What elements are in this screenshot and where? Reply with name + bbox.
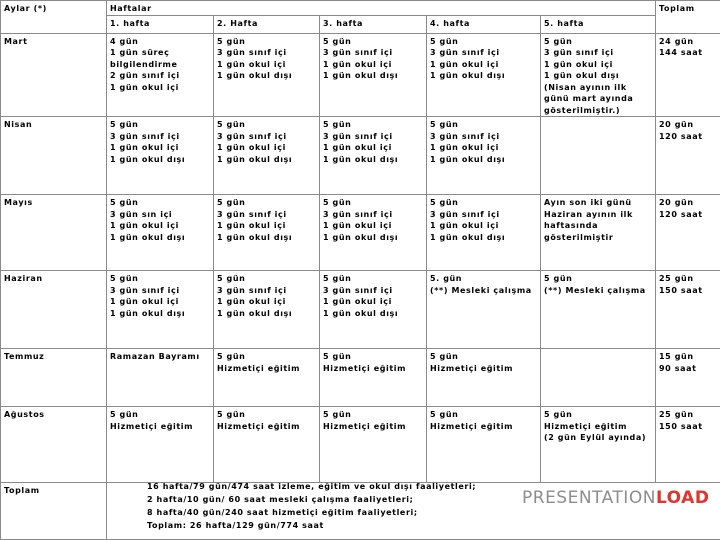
week-cell: 5 gün Hizmetiçi eğitim [427, 349, 541, 407]
week-cell: 4 gün 1 gün süreç bilgilendirme 2 gün sınıf içi 1 gün okul içi [107, 33, 214, 117]
table-row [1, 407, 720, 483]
total-cell: 20 gün 120 saat [656, 195, 720, 271]
weeks-group-header: Haftalar [107, 1, 656, 16]
week-cell: 5 gün 3 gün sınıf içi 1 gün okul içi 1 gün okul dışı [107, 271, 214, 349]
total-column-header: Toplam [656, 1, 720, 34]
week-cell: 5 gün 3 gün sınıf içi 1 gün okul içi 1 gün okul dışı [320, 271, 427, 349]
logo-load-text: LOAD [655, 488, 710, 508]
logo-presentation-text: PRESENTATION [522, 488, 656, 508]
table-row [1, 33, 720, 117]
week-cell: 5 gün (**) Mesleki çalışma [541, 271, 656, 349]
table-row [1, 349, 720, 407]
total-cell: 15 gün 90 saat [656, 349, 720, 407]
week-cell: 5 gün Hizmetiçi eğitim (2 gün Eylül ayında) [541, 407, 656, 483]
month-cell: Mart [1, 33, 107, 117]
summary-line: 8 hafta/40 gün/240 saat hizmetiçi eğitim faaliyetleri; [147, 508, 418, 517]
presentation-load-logo [522, 488, 709, 508]
table-row [1, 195, 720, 271]
week-cell [541, 349, 656, 407]
week-cell: 5 gün 3 gün sınıf içi 1 gün okul içi 1 gün okul dışı [320, 33, 427, 117]
week-header-4: 4. hafta [427, 15, 541, 33]
week-cell: 5. gün (**) Mesleki çalışma [427, 271, 541, 349]
week-cell: 5 gün Hizmetiçi eğitim [320, 349, 427, 407]
month-cell: Ağustos [1, 407, 107, 483]
week-header-5: 5. hafta [541, 15, 656, 33]
week-cell: 5 gün 3 gün sınıf içi 1 gün okul içi 1 gün okul dışı [214, 33, 320, 117]
week-cell: 5 gün 3 gün sınıf içi 1 gün okul içi 1 gün okul dışı [427, 117, 541, 195]
week-cell: 5 gün 3 gün sınıf içi 1 gün okul içi 1 gün okul dışı [427, 33, 541, 117]
months-column-header: Aylar (*) [1, 1, 107, 34]
summary-line: Toplam: 26 hafta/129 gün/774 saat [147, 521, 324, 530]
week-header-2: 2. Hafta [214, 15, 320, 33]
table-row [1, 271, 720, 349]
week-header-1: 1. hafta [107, 15, 214, 33]
summary-line: 2 hafta/10 gün/ 60 saat mesleki çalışma faaliyetleri; [147, 495, 414, 504]
week-cell: 5 gün Hizmetiçi eğitim [214, 349, 320, 407]
week-cell: 5 gün 3 gün sın içi 1 gün okul içi 1 gün okul dışı [107, 195, 214, 271]
week-cell: 5 gün 3 gün sınıf içi 1 gün okul içi 1 gün okul dışı [214, 195, 320, 271]
week-cell: 5 gün Hizmetiçi eğitim [107, 407, 214, 483]
summary-line: 16 hafta/79 gün/474 saat izleme, eğitim ve okul dışı faaliyetleri; [147, 482, 477, 491]
week-cell: 5 gün 3 gün sınıf içi 1 gün okul içi 1 gün okul dışı (Nisan ayının ilk günü mart ayında gösterilmiştir.) [541, 33, 656, 117]
footer-label: Toplam [1, 483, 107, 540]
week-header-3: 3. hafta [320, 15, 427, 33]
week-cell: 5 gün Hizmetiçi eğitim [214, 407, 320, 483]
week-cell: 5 gün 3 gün sınıf içi 1 gün okul içi 1 gün okul dışı [320, 195, 427, 271]
week-cell: 5 gün 3 gün sınıf içi 1 gün okul içi 1 gün okul dışı [427, 195, 541, 271]
total-cell: 20 gün 120 saat [656, 117, 720, 195]
total-cell: 25 gün 150 saat [656, 407, 720, 483]
week-cell [541, 117, 656, 195]
month-cell: Temmuz [1, 349, 107, 407]
week-cell: 5 gün 3 gün sınıf içi 1 gün okul içi 1 gün okul dışı [214, 271, 320, 349]
week-cell: Ayın son iki günü Haziran ayının ilk haftasında gösterilmiştir [541, 195, 656, 271]
summary-text [147, 480, 476, 532]
week-cell: 5 gün Hizmetiçi eğitim [427, 407, 541, 483]
month-cell: Mayıs [1, 195, 107, 271]
week-cell: 5 gün 3 gün sınıf içi 1 gün okul içi 1 gün okul dışı [107, 117, 214, 195]
week-cell: 5 gün Hizmetiçi eğitim [320, 407, 427, 483]
table-row [1, 117, 720, 195]
month-cell: Haziran [1, 271, 107, 349]
total-cell: 25 gün 150 saat [656, 271, 720, 349]
week-cell: 5 gün 3 gün sınıf içi 1 gün okul içi 1 gün okul dışı [214, 117, 320, 195]
month-cell: Nisan [1, 117, 107, 195]
week-cell: 5 gün 3 gün sınıf içi 1 gün okul içi 1 gün okul dışı [320, 117, 427, 195]
total-cell: 24 gün 144 saat [656, 33, 720, 117]
week-cell: Ramazan Bayramı [107, 349, 214, 407]
